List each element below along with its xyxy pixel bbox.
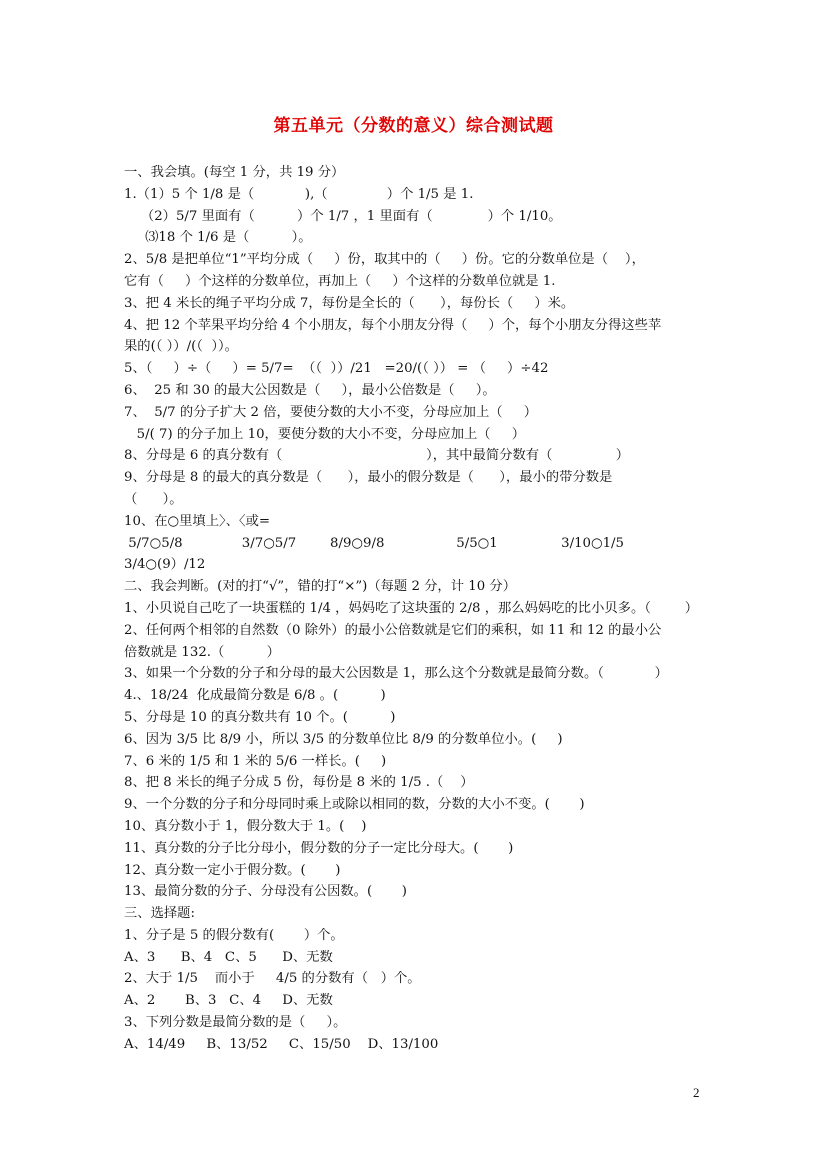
document-line: 7、6 米的 1/5 和 1 米的 5/6 一样长。( ) — [124, 753, 387, 769]
document-line: 9、一个分数的分子和分母同时乘上或除以相同的数，分数的大小不变。( ) — [124, 797, 585, 813]
document-line: 12、真分数一定小于假分数。( ) — [124, 862, 341, 878]
document-line: （ ）。 — [124, 491, 183, 507]
document-line: 倍数就是 132.（ ） — [124, 644, 280, 660]
document-line: 8、把 8 米长的绳子分成 5 份，每份是 8 米的 1/5 .（ ） — [124, 775, 474, 791]
page-title: 第五单元（分数的意义）综合测试题 — [273, 116, 554, 136]
document-line: 3/4○(9）/12 — [124, 557, 206, 573]
document-line: 1、分子是 5 的假分数有( ）个。 — [124, 927, 344, 943]
document-line: 5/( 7) 的分子加上 10，要使分数的大小不变，分母应加上（ ） — [124, 426, 526, 442]
document-line: 5、分母是 10 的真分数共有 10 个。( ) — [124, 709, 396, 725]
document-line: 它有（ ）个这样的分数单位，再加上（ ）个这样的分数单位就是 1. — [124, 273, 556, 289]
document-line: 2、任何两个相邻的自然数（0 除外）的最小公倍数就是它们的乘积，如 11 和 12 的最小公 — [124, 622, 662, 638]
document-line: 4、把 12 个苹果平均分给 4 个小朋友，每个小朋友分得（ ）个，每个小朋友分得这些苹 — [124, 317, 662, 333]
document-line: 3、下列分数是最简分数的是（ ）。 — [124, 1015, 347, 1031]
document-line: 5、（ ）÷（ ）= 5/7= （（ ））/21 =20/(（ ）） = （ ）÷42 — [124, 361, 549, 377]
document-line: 1、小贝说自己吃了一块蛋糕的 1/4 ，妈妈吃了这块蛋的 2/8 ，那么妈妈吃的比小贝多。（ ） — [124, 600, 699, 616]
document-line: 9、分母是 8 的最大的真分数是（ ），最小的假分数是（ ），最小的带分数是 — [124, 470, 613, 486]
page-number: 2 — [693, 1085, 700, 1100]
document-line: 2、大于 1/5 而小于 4/5 的分数有（ ）个。 — [124, 971, 421, 987]
document-line: 3、如果一个分数的分子和分母的最大公因数是 1，那么这个分数就是最简分数。（ ） — [124, 666, 668, 682]
document-line: 7、 5/7 的分子扩大 2 倍，要使分数的大小不变，分母应加上（ ） — [124, 404, 538, 420]
document-line: ⑶18 个 1/6 是（ ）。 — [124, 230, 312, 246]
document-line: 一、我会填。(每空 1 分，共 19 分） — [124, 165, 345, 180]
document-line: （2）5/7 里面有（ ）个 1/7 ，1 里面有（ ）个 1/10。 — [124, 208, 562, 224]
document-line: 果的(（ ））/(（ ））。 — [124, 339, 238, 355]
document-line: 1.（1）5 个 1/8 是（ ),（ ）个 1/5 是 1. — [124, 186, 474, 202]
document-line: 三、选择题: — [124, 906, 195, 922]
document-line: 6、因为 3/5 比 8/9 小，所以 3/5 的分数单位比 8/9 的分数单位小。( ) — [124, 731, 563, 747]
document-line: A、14/49 B、13/52 C、15/50 D、13/100 — [124, 1036, 439, 1052]
document-line: 10、在○里填上〉、〈或= — [124, 513, 271, 529]
document-line: 3、把 4 米长的绳子平均分成 7，每份是全长的（ ），每份长（ ）米。 — [124, 295, 575, 311]
document-line: A、3 B、4 C、5 D、无数 — [124, 949, 333, 965]
document-line: 5/7○5/8 3/7○5/7 8/9○9/8 5/5○1 3/10○1/5 — [124, 535, 624, 551]
document-body — [124, 162, 734, 1056]
document-line: 11、真分数的分子比分母小，假分数的分子一定比分母大。( ) — [124, 840, 514, 856]
document-line: 8、分母是 6 的真分数有（ ），其中最简分数有（ ） — [124, 448, 630, 464]
document-line: 6、 25 和 30 的最大公因数是（ ），最小公倍数是（ ）。 — [124, 382, 496, 398]
document-line: 二、我会判断。(对的打“√”，错的打“×”)（每题 2 分，计 10 分） — [124, 579, 516, 595]
document-line: 10、真分数小于 1，假分数大于 1。( ) — [124, 818, 367, 834]
document-line: 13、最简分数的分子、分母没有公因数。( ) — [124, 884, 407, 900]
document-line: 4.、18/24 化成最简分数是 6/8 。( ) — [124, 688, 386, 704]
document-line: 2、5/8 是把单位“1”平均分成（ ）份，取其中的（ ）份。它的分数单位是（ ）， — [124, 252, 645, 268]
document-line: A、2 B、3 C、4 D、无数 — [124, 993, 333, 1009]
